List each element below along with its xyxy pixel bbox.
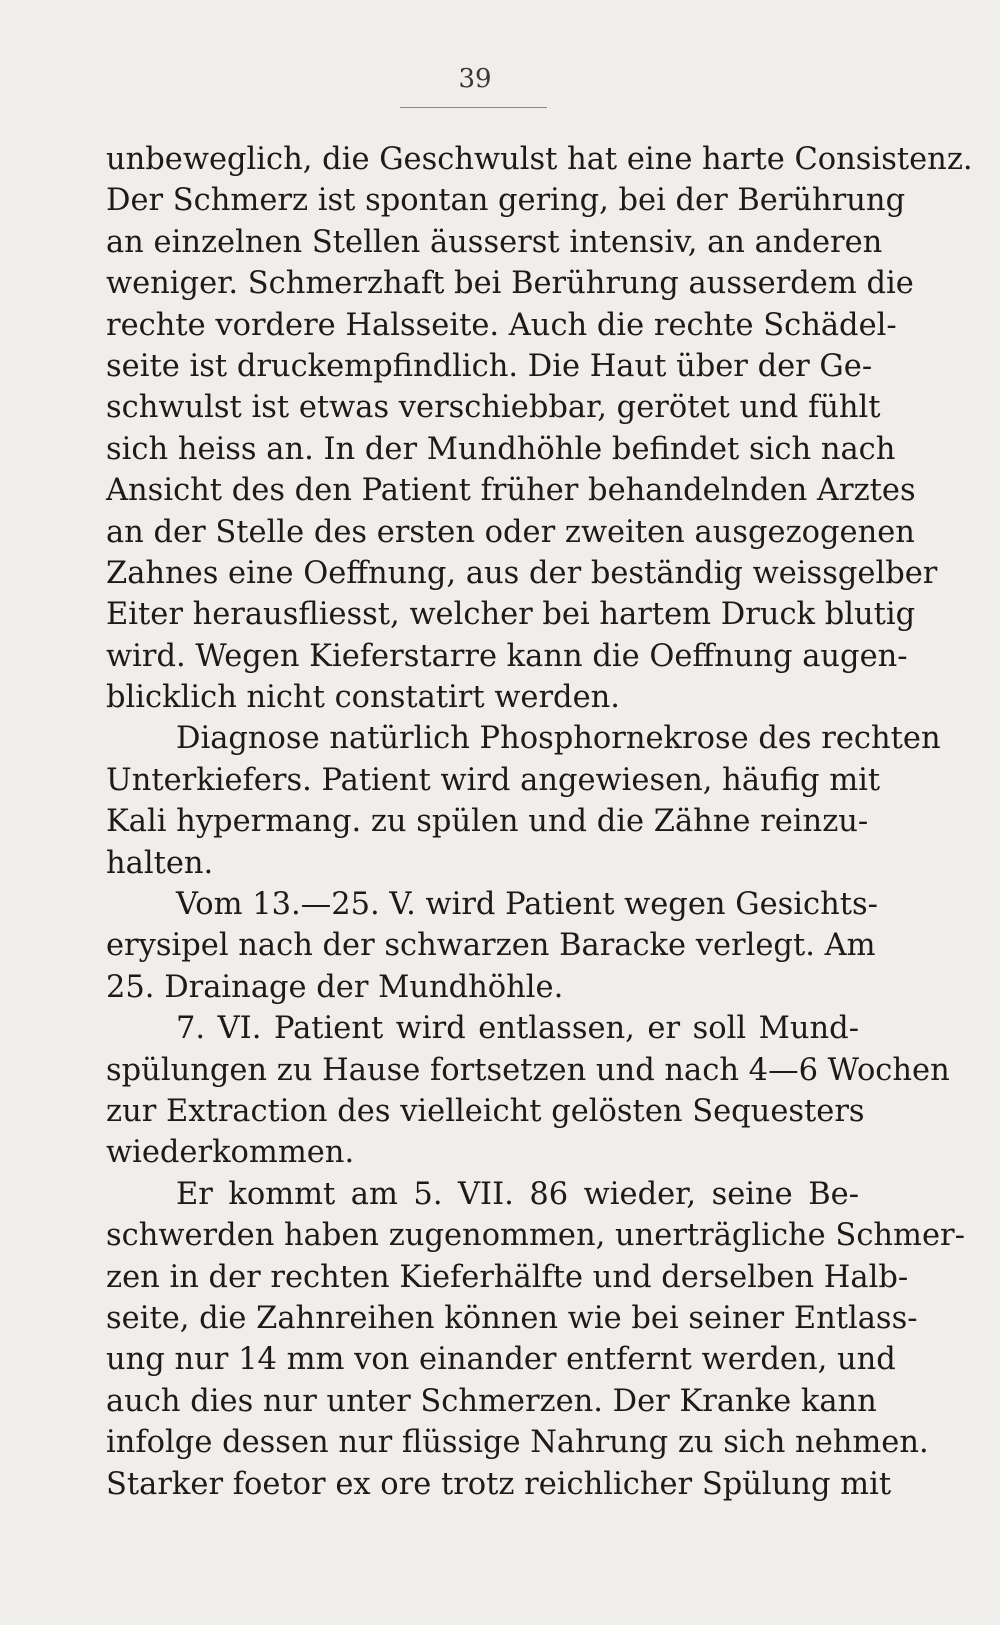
text-line: ung nur 14 mm von einander entfernt werden, und [106, 1342, 896, 1378]
text-line: zur Extraction des vielleicht gelösten Sequesters [106, 1093, 865, 1129]
text-line: Der Schmerz ist spontan gering, bei der Berührung [106, 183, 906, 219]
text-line: blicklich nicht constatirt werden. [106, 680, 620, 716]
text-line: an einzelnen Stellen äusserst intensiv, an anderen [106, 224, 883, 260]
text-line: auch dies nur unter Schmerzen. Der Kranke kann [106, 1383, 877, 1419]
body-text [106, 139, 973, 1505]
text-line: sich heiss an. In der Mundhöhle befindet sich nach [106, 431, 896, 467]
text-line: erysipel nach der schwarzen Baracke verlegt. Am [106, 928, 876, 964]
text-line: seite ist druckempfindlich. Die Haut über der Ge- [106, 348, 873, 384]
page-number: 39 [458, 64, 492, 94]
header-rule [400, 107, 547, 108]
text-line: Er kommt am 5. VII. 86 wieder, seine Be- [176, 1176, 859, 1212]
text-line: weniger. Schmerzhaft bei Berührung ausserdem die [106, 266, 914, 302]
text-line: 7. VI. Patient wird entlassen, er soll Mund- [176, 1011, 859, 1047]
text-line: seite, die Zahnreihen können wie bei seiner Entlass- [106, 1300, 918, 1336]
text-line: rechte vordere Halsseite. Auch die rechte Schädel- [106, 307, 897, 343]
text-line: infolge dessen nur flüssige Nahrung zu sich nehmen. [106, 1425, 929, 1461]
text-line: an der Stelle des ersten oder zweiten ausgezogenen [106, 514, 915, 550]
text-line: Diagnose natürlich Phosphornekrose des rechten [176, 721, 941, 757]
text-line: 25. Drainage der Mundhöhle. [106, 969, 564, 1005]
text-line: zen in der rechten Kieferhälfte und derselben Halb- [106, 1259, 909, 1295]
text-line: Ansicht des den Patient früher behandelnden Arztes [106, 473, 916, 509]
text-line: Zahnes eine Oeffnung, aus der beständig weissgelber [106, 555, 938, 591]
text-line: Vom 13.—25. V. wird Patient wegen Gesichts- [176, 887, 878, 923]
text-line: Kali hypermang. zu spülen und die Zähne reinzu- [106, 804, 869, 840]
text-line: wiederkommen. [106, 1135, 355, 1171]
text-line: unbeweglich, die Geschwulst hat eine harte Consistenz. [106, 142, 973, 177]
text-line: spülungen zu Hause fortsetzen und nach 4—6 Wochen [106, 1052, 950, 1088]
text-line: Starker foetor ex ore trotz reichlicher Spülung mit [106, 1466, 892, 1502]
text-line: halten. [106, 845, 214, 881]
text-line: wird. Wegen Kieferstarre kann die Oeffnung augen- [106, 638, 908, 674]
text-line: Unterkiefers. Patient wird angewiesen, häufig mit [106, 762, 881, 798]
text-line: Eiter herausfliesst, welcher bei hartem Druck blutig [106, 597, 916, 633]
text-line: schwulst ist etwas verschiebbar, gerötet und fühlt [106, 390, 881, 426]
text-line: schwerden haben zugenommen, unerträgliche Schmer- [106, 1218, 965, 1254]
